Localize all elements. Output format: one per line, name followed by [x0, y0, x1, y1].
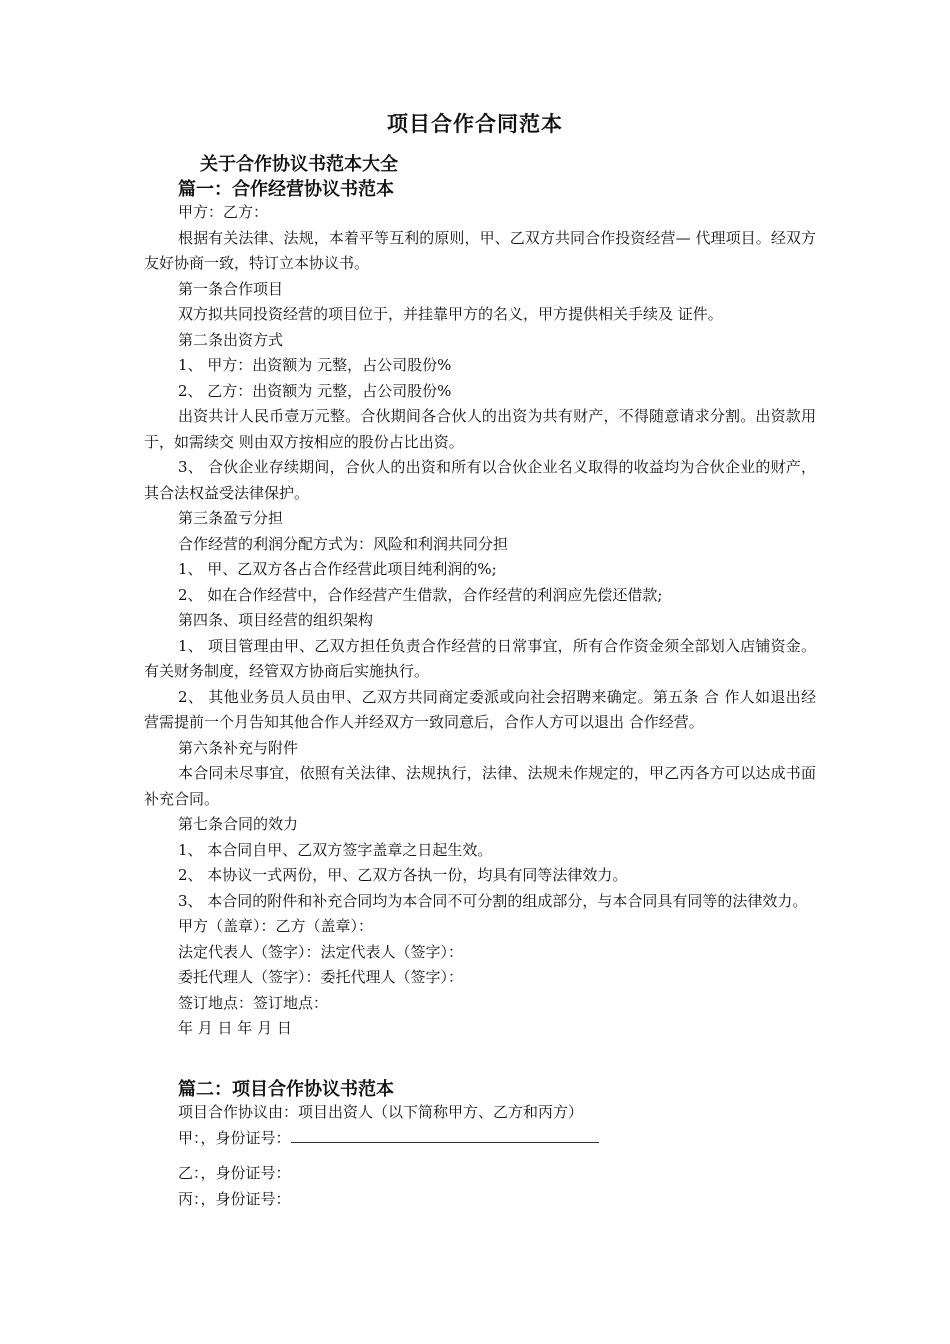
paragraph: 双方拟共同投资经营的项目位于，并挂靠甲方的名义，甲方提供相关手续及 证件。: [178, 305, 723, 323]
chapter-2-body: [144, 1100, 816, 1212]
paragraph: 年 月 日 年 月 日: [178, 1019, 292, 1037]
paragraph: 第二条出资方式: [178, 330, 284, 349]
paragraph-text: 甲：，身份证号：: [178, 1128, 291, 1147]
paragraph: 1、 项目管理由甲、乙双方担任负责合作经营的日常事宜，所有合作资金须全部划入店铺资金。有关财务制度，经管双方协商后实施执行。: [144, 636, 816, 680]
paragraph: 1、 甲方：出资额为 元整，占公司股份%: [178, 356, 452, 374]
paragraph: 1、 甲、乙双方各占合作经营此项目纯利润的%;: [178, 560, 497, 578]
paragraph: 第七条合同的效力: [178, 815, 299, 833]
paragraph: 甲方：乙方：: [178, 203, 269, 221]
paragraph: 委托代理人（签字）：委托代理人（签字）：: [178, 968, 464, 986]
chapter-heading-2: 篇二：项目合作协议书范本: [178, 1079, 394, 1100]
paragraph: 签订地点：签订地点：: [178, 993, 329, 1012]
paragraph: 出资共计人民币壹万元整。合伙期间各合伙人的出资为共有财产，不得随意请求分割。出资款用于，如需续交 则由双方按相应的股份占比出资。: [144, 407, 816, 451]
paragraph: 合作经营的利润分配方式为：风险和利润共同分担: [178, 534, 509, 553]
paragraph: 第四条、项目经营的组织架构: [178, 611, 374, 629]
paragraph: 法定代表人（签字）：法定代表人（签字）：: [178, 942, 464, 961]
paragraph: 1、 本合同自甲、乙双方签字盖章之日起生效。: [178, 840, 493, 859]
paragraph: 2、 本协议一式两份，甲、乙双方各执一份，均具有同等法律效力。: [178, 866, 628, 884]
paragraph: 2、 其他业务员人员由甲、乙双方共同商定委派或向社会招聘来确定。第五条 合 作人如退出经营需提前一个月告知其他合作人并经双方一致同意后，合作人方可以退出 合作经营。: [144, 687, 816, 731]
paragraph: 2、 如在合作经营中，合作经营产生借款，合作经营的利润应先偿还借款;: [178, 585, 663, 604]
document-title: 项目合作合同范本: [387, 112, 563, 136]
paragraph: 第三条盈亏分担: [178, 509, 284, 527]
blank-underline: [291, 1128, 599, 1143]
paragraph: 3、 本合同的附件和补充合同均为本合同不可分割的组成部分，与本合同具有同等的法律效力。: [178, 891, 808, 910]
paragraph: 第六条补充与附件: [178, 738, 299, 757]
paragraph: 2、 乙方：出资额为 元整，占公司股份%: [178, 381, 452, 400]
paragraph: 丙：，身份证号：: [178, 1189, 291, 1208]
paragraph: 第一条合作项目: [178, 279, 284, 298]
paragraph: 乙：，身份证号：: [178, 1164, 291, 1182]
paragraph: 本合同未尽事宜，依照有关法律、法规执行，法律、法规未作规定的，甲乙丙各方可以达成书面补充合同。: [144, 764, 816, 808]
paragraph-id-line: [144, 1126, 816, 1152]
paragraph: 项目合作协议由：项目出资人（以下简称甲方、乙方和丙方）: [178, 1103, 584, 1121]
paragraph: 根据有关法律、法规，本着平等互利的原则，甲、乙双方共同合作投资经营— 代理项目。经双方友好协商一致，特订立本协议书。: [144, 228, 816, 272]
paragraph: 3、 合伙企业存续期间，合伙人的出资和所有以合伙企业名义取得的收益均为合伙企业的财产，其合法权益受法律保护。: [144, 458, 816, 502]
document-subtitle: 关于合作协议书范本大全: [200, 154, 398, 175]
chapter-1-body: [144, 200, 816, 1042]
chapter-heading-1: 篇一：合作经营协议书范本: [178, 179, 394, 200]
paragraph: 甲方（盖章）：乙方（盖章）：: [178, 917, 374, 935]
